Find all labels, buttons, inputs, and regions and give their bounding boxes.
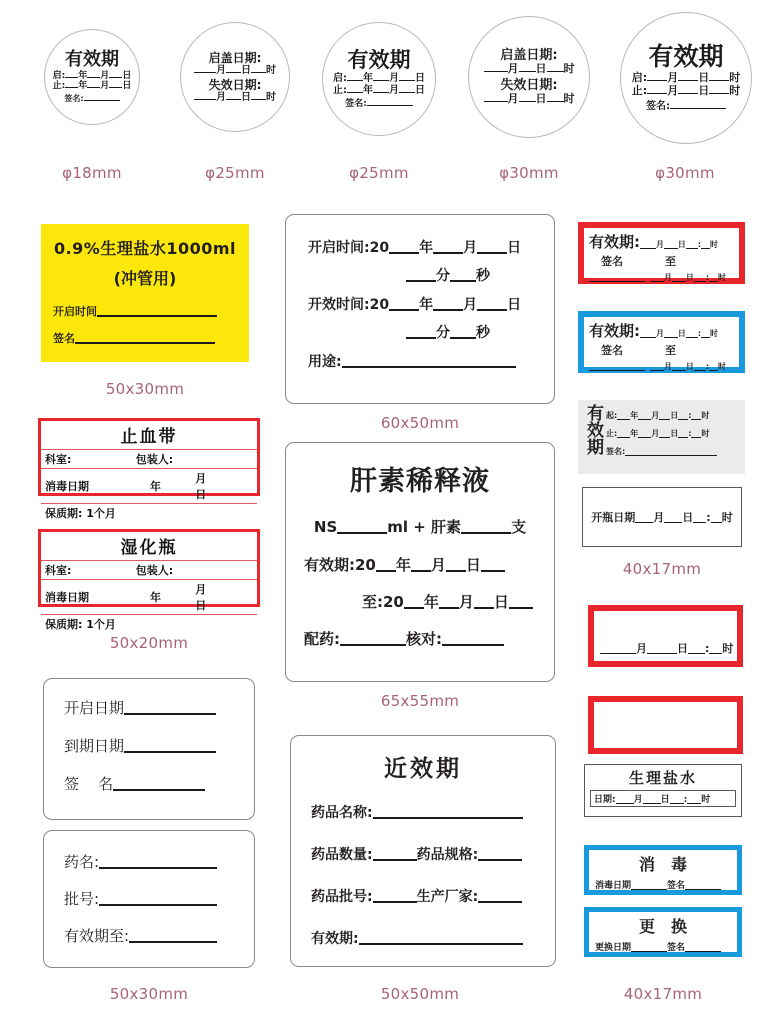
colon: :	[705, 273, 709, 282]
colon: :	[688, 411, 692, 420]
caption-circle-18mm: φ18mm	[62, 164, 122, 182]
check-label: 核对:	[406, 630, 442, 648]
sterilize-date-label: 消毒日期	[41, 469, 132, 504]
hour-unit: 时	[717, 273, 726, 282]
open-time-row-b	[308, 265, 532, 285]
circle-heading-2: 失效日期:	[208, 77, 262, 92]
tourniquet-title: 止血带	[41, 421, 257, 450]
year-prefix: 20	[369, 240, 390, 256]
caption-circle-25mm-b: φ25mm	[349, 164, 409, 182]
valid-label: 有效期:	[304, 556, 355, 574]
validity-second-row	[589, 270, 734, 283]
label-saline-bag[interactable]	[41, 224, 249, 362]
saline-signature-field	[53, 330, 237, 346]
label-open-bottle-date[interactable]	[582, 487, 742, 547]
unit: 月	[216, 64, 226, 76]
day-unit: 日	[465, 556, 481, 574]
heparin-valid-from-row	[304, 554, 536, 575]
unit-label: 支	[511, 518, 527, 536]
caption-tourniquet: 50x20mm	[109, 634, 189, 652]
hour-unit: 时	[701, 795, 711, 805]
sign-label: 签名:	[345, 98, 367, 109]
day-unit: 日	[677, 240, 686, 249]
expire-date-row	[64, 735, 234, 756]
minute-unit: 分	[436, 268, 450, 284]
saline-title-line2: (冲管用)	[113, 269, 177, 288]
unit: 时	[729, 83, 741, 97]
sign-label: 签名	[601, 255, 623, 268]
label-open-expire-date[interactable]	[43, 678, 255, 820]
validity-row	[311, 928, 535, 948]
caption-saline-bag: 50x30mm	[105, 380, 185, 398]
month-unit: 月	[656, 240, 664, 249]
circle-sign-row	[345, 99, 413, 110]
circle-row-2	[632, 85, 740, 98]
sign-label: 签名:	[64, 93, 84, 103]
replace-fields-row	[595, 940, 731, 953]
validity-sign-row	[606, 446, 739, 457]
validity-label: 有效期:	[589, 322, 640, 340]
signature-row	[64, 773, 234, 794]
batch-no-label: 批号:	[64, 890, 100, 908]
label-near-expiry[interactable]	[290, 735, 556, 967]
unit: 月	[507, 92, 519, 106]
disinfect-fields-row	[595, 878, 731, 891]
label-circle-25mm-a[interactable]	[180, 22, 290, 132]
circle-row-2	[333, 85, 425, 97]
caption-near-expiry: 50x50mm	[380, 985, 460, 1003]
unit: 时	[266, 91, 276, 103]
caption-circle-25mm-a: φ25mm	[205, 164, 265, 182]
unit: 月	[389, 84, 399, 96]
tourniquet-table	[41, 421, 257, 522]
unit: 日	[535, 92, 547, 106]
dept-label: 科室:	[41, 450, 132, 469]
month-unit: 月	[636, 642, 647, 655]
unit: 日	[415, 84, 425, 96]
effective-time-row-b	[308, 322, 532, 342]
saline-title-line1: 0.9%生理盐水1000ml	[53, 239, 237, 258]
unit: 日	[122, 70, 132, 81]
drug-spec-label: 药品规格:	[416, 847, 479, 863]
unit: 月	[100, 81, 110, 92]
validity-start-row	[606, 410, 739, 421]
open-bottle-row	[591, 509, 732, 525]
row-label: 启:	[52, 70, 66, 81]
heparin-ns-row	[304, 516, 536, 537]
month-unit: 月	[458, 593, 474, 611]
ns-label: NS	[313, 518, 338, 536]
unit: 日	[241, 64, 251, 76]
open-bottle-label: 开瓶日期	[591, 511, 636, 524]
circle-row-1	[333, 73, 425, 85]
near-expiry-title: 近效期	[384, 756, 462, 782]
unit: 时	[266, 64, 276, 76]
month-unit: 月	[195, 583, 207, 596]
hour-unit: 时	[721, 511, 733, 524]
signature-label: 签 名	[64, 775, 114, 793]
circle-heading-2: 失效日期:	[500, 78, 558, 93]
field-label: 开启时间	[53, 305, 97, 318]
field-label: 签名	[53, 332, 75, 345]
heparin-title: 肝素稀释液	[350, 466, 490, 497]
month-unit: 月	[651, 429, 660, 438]
circle-row-2	[484, 93, 575, 106]
unit: 年	[363, 72, 373, 84]
drug-name-row	[311, 802, 535, 822]
drug-name-label: 药品名称:	[311, 805, 373, 821]
saline-small-date-row	[594, 792, 732, 805]
day-unit: 日	[493, 593, 509, 611]
drug-name-label: 药名:	[64, 853, 100, 871]
day-unit: 日	[677, 642, 688, 655]
month-day-unit	[179, 469, 257, 504]
ml-heparin-label: ml + 肝素	[387, 518, 462, 536]
colon: :	[697, 329, 701, 338]
usage-row	[308, 351, 532, 371]
year-prefix: 20	[355, 556, 376, 574]
unit: 年	[363, 84, 373, 96]
month-unit: 月	[656, 329, 664, 338]
unit: 日	[241, 91, 251, 103]
row-label: 止:	[52, 81, 66, 92]
circle-heading-1: 启盖日期:	[500, 47, 558, 63]
label-validity-red[interactable]	[578, 222, 745, 284]
unit: 月	[507, 62, 519, 76]
label-circle-30mm-b[interactable]	[620, 12, 752, 144]
year-prefix: 20	[369, 297, 390, 313]
colon: :	[705, 642, 710, 655]
caption-circle-30mm-b: φ30mm	[655, 164, 715, 182]
day-unit: 日	[660, 795, 670, 805]
day-unit: 日	[507, 297, 522, 313]
year-unit: 年	[419, 240, 434, 256]
hour-unit: 时	[722, 642, 734, 655]
circle-title: 有效期	[347, 47, 411, 72]
label-open-effective-time[interactable]	[285, 214, 555, 404]
circle-row-1	[53, 71, 132, 82]
month-unit: 月	[463, 240, 478, 256]
sterilize-date-label: 消毒日期	[41, 580, 132, 615]
label-validity-blue[interactable]	[578, 311, 745, 373]
unit: 日	[415, 72, 425, 84]
second-unit: 秒	[476, 268, 490, 284]
hour-unit: 时	[717, 362, 726, 371]
circle-sign-row	[64, 94, 119, 103]
label-circle-25mm-b[interactable]	[322, 22, 436, 136]
valid-until-row	[64, 925, 234, 946]
unit: 日	[698, 83, 710, 97]
year-prefix: 20	[383, 593, 404, 611]
year-unit: 年	[630, 429, 639, 438]
month-unit: 月	[633, 795, 643, 805]
validity-sign-to-row	[589, 342, 734, 358]
unit: 日	[698, 70, 710, 84]
unit: 月	[667, 70, 679, 84]
label-disinfect[interactable]	[584, 845, 742, 895]
month-unit: 月	[653, 511, 665, 524]
validity-title-row	[589, 320, 734, 341]
colon: :	[705, 362, 709, 371]
unit: 月	[100, 70, 110, 81]
month-day-unit	[179, 580, 257, 615]
validity-vertical-title	[584, 404, 604, 474]
circle-row-2	[194, 92, 276, 104]
month-unit: 月	[664, 273, 672, 282]
drug-qty-spec-row	[311, 844, 535, 864]
colon: :	[706, 511, 711, 524]
drug-name-row	[64, 851, 234, 872]
drug-batch-label: 药品批号:	[311, 889, 373, 905]
caption-open-effective-time: 60x50mm	[380, 414, 460, 432]
saline-small-date-box	[590, 790, 736, 807]
year-unit: 年	[419, 297, 434, 313]
validity-title-row	[589, 231, 734, 252]
unit: 日	[535, 62, 547, 76]
unit: 月	[389, 72, 399, 84]
disinfect-date-label: 消毒日期	[595, 881, 632, 891]
batch-no-row	[64, 888, 234, 909]
validity-label: 有效期:	[311, 931, 359, 947]
circle-row-2	[53, 81, 132, 92]
label-circle-18mm[interactable]	[44, 29, 140, 125]
caption-open-bottle-date: 40x17mm	[622, 560, 702, 578]
start-label: 起:	[606, 411, 618, 420]
day-unit: 日	[685, 273, 694, 282]
open-time-label: 开启时间:	[308, 240, 370, 256]
sign-label: 签名	[601, 344, 623, 357]
validity-sign-to-row	[589, 253, 734, 269]
drug-batch-manufacturer-row	[311, 886, 535, 906]
prepare-label: 配药:	[304, 630, 340, 648]
label-red-blank-date[interactable]	[588, 605, 743, 667]
sign-label: 签名:	[646, 100, 670, 112]
circle-heading-1: 启盖日期:	[208, 50, 262, 65]
sign-label: 签名	[667, 943, 686, 953]
year-unit: 年	[132, 469, 180, 504]
effective-time-row	[308, 294, 532, 314]
drug-qty-label: 药品数量:	[311, 847, 373, 863]
colon: :	[688, 429, 692, 438]
circle-row-1	[632, 72, 740, 85]
day-unit: 日	[682, 511, 694, 524]
manufacturer-label: 生产厂家:	[416, 889, 479, 905]
open-date-row	[64, 697, 234, 718]
label-humidifier-bottle[interactable]	[38, 529, 260, 631]
label-saline-small[interactable]	[584, 764, 742, 817]
row-label: 止:	[631, 83, 648, 97]
circle-sign-row	[646, 101, 726, 113]
replace-date-label: 更换日期	[595, 943, 632, 953]
label-validity-grey[interactable]	[578, 400, 745, 474]
valid-until-label: 有效期至:	[64, 927, 130, 945]
unit: 时	[729, 70, 741, 84]
year-unit: 年	[395, 556, 411, 574]
label-heparin-dilution[interactable]	[285, 442, 555, 682]
caption-circle-30mm-a: φ30mm	[499, 164, 559, 182]
hour-unit: 时	[701, 429, 710, 438]
unit: 月	[216, 91, 226, 103]
dept-label: 科室:	[41, 561, 132, 580]
colon: :	[697, 240, 701, 249]
month-unit: 月	[463, 297, 478, 313]
to-label: 至:	[362, 593, 383, 611]
hour-unit: 时	[701, 411, 710, 420]
second-unit: 秒	[476, 325, 490, 341]
circle-title: 有效期	[65, 48, 119, 70]
label-replace[interactable]	[584, 907, 742, 957]
minute-unit: 分	[436, 325, 450, 341]
packer-label: 包装人:	[132, 561, 257, 580]
shelf-life-label: 保质期: 1个月	[45, 618, 116, 631]
sign-label: 签名:	[606, 447, 626, 456]
month-unit: 月	[651, 411, 660, 420]
heparin-prepare-check-row	[304, 628, 536, 649]
red-blank-row	[600, 640, 733, 661]
to-label: 至	[665, 344, 676, 357]
humidifier-title: 湿化瓶	[41, 532, 257, 561]
circle-row-1	[484, 63, 575, 76]
expire-date-label: 到期日期	[64, 737, 125, 755]
unit: 时	[563, 62, 575, 76]
usage-label: 用途:	[308, 354, 342, 370]
to-label: 至	[665, 255, 676, 268]
open-date-label: 开启日期	[64, 699, 125, 717]
unit: 时	[563, 92, 575, 106]
effective-time-label: 开效时间:	[308, 297, 370, 313]
day-unit: 日	[507, 240, 522, 256]
day-unit: 日	[670, 429, 679, 438]
unit: 月	[667, 83, 679, 97]
validity-label: 有效期:	[589, 233, 640, 251]
label-red-blank-empty[interactable]	[588, 696, 743, 754]
date-label: 日期:	[594, 795, 616, 805]
caption-heparin-dilution: 65x55mm	[380, 692, 460, 710]
month-unit: 月	[664, 362, 672, 371]
row-label: 启:	[333, 72, 347, 84]
year-unit: 年	[132, 580, 180, 615]
day-unit: 日	[195, 488, 207, 501]
caption-drug-name: 50x30mm	[109, 985, 189, 1003]
label-tourniquet[interactable]	[38, 418, 260, 520]
day-unit: 日	[195, 599, 207, 612]
day-unit: 日	[677, 329, 686, 338]
humidifier-table	[41, 532, 257, 633]
hour-unit: 时	[709, 240, 718, 249]
unit: 年	[78, 81, 88, 92]
month-unit: 月	[430, 556, 446, 574]
disinfect-title: 消 毒	[638, 855, 687, 874]
label-circle-30mm-a[interactable]	[468, 16, 590, 138]
open-time-row	[308, 237, 532, 257]
validity-end-row	[606, 428, 739, 439]
circle-row-1	[194, 65, 276, 77]
unit: 年	[78, 70, 88, 81]
end-label: 止:	[606, 429, 618, 438]
year-unit: 年	[423, 593, 439, 611]
saline-open-time-field	[53, 303, 237, 319]
colon: :	[683, 795, 688, 805]
day-unit: 日	[670, 411, 679, 420]
shelf-life-label: 保质期: 1个月	[45, 507, 116, 520]
label-drug-name[interactable]	[43, 830, 255, 968]
hour-unit: 时	[709, 329, 718, 338]
day-unit: 日	[685, 362, 694, 371]
circle-title: 有效期	[648, 41, 724, 71]
saline-small-title: 生理盐水	[628, 769, 697, 787]
vertical-title-text: 有效期	[583, 404, 603, 455]
heparin-valid-to-row	[304, 591, 536, 612]
unit: 日	[122, 81, 132, 92]
year-unit: 年	[630, 411, 639, 420]
caption-replace: 40x17mm	[623, 985, 703, 1003]
row-label: 启:	[631, 70, 648, 84]
validity-second-row	[589, 359, 734, 372]
row-label: 止:	[333, 84, 347, 96]
packer-label: 包装人:	[132, 450, 257, 469]
replace-title: 更 换	[638, 917, 687, 936]
month-unit: 月	[195, 472, 207, 485]
sign-label: 签名	[667, 881, 686, 891]
